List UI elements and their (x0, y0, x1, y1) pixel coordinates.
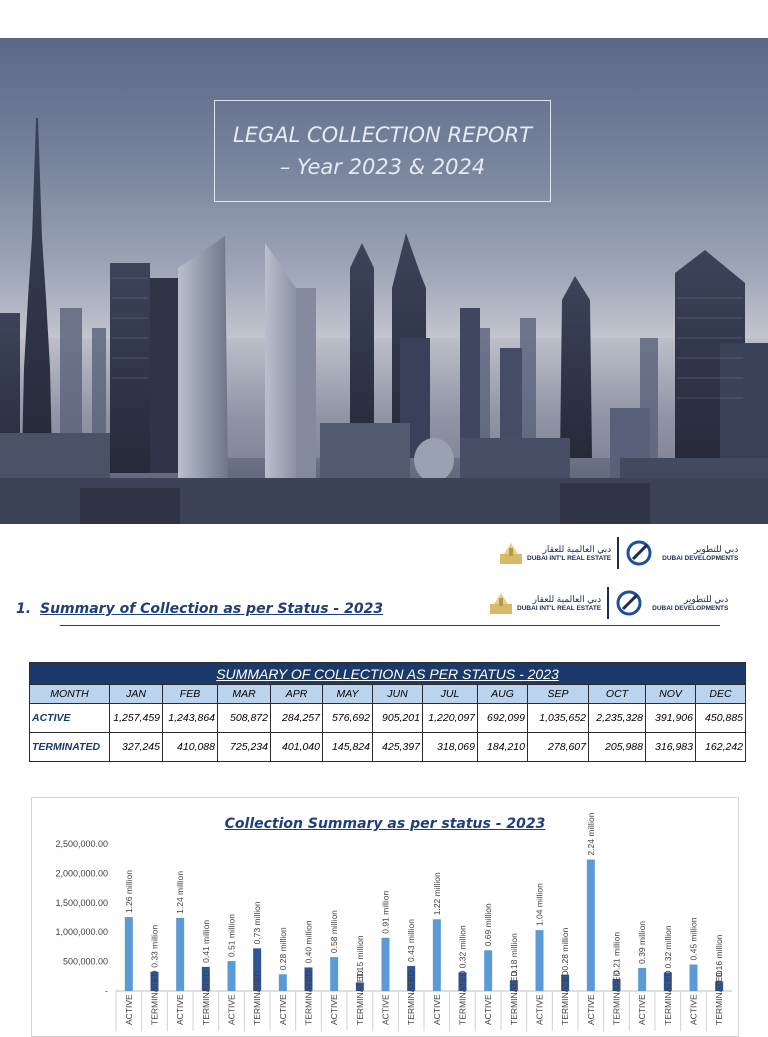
bar-data-label: 2.24 million (585, 812, 596, 856)
month-header-jun: JUN (373, 685, 423, 704)
x-tick-label: TERMINATED (508, 970, 519, 1025)
x-tick-label: ACTIVE (637, 994, 648, 1025)
bar-active (433, 919, 441, 991)
month-header-feb: FEB (163, 685, 218, 704)
x-tick-label: ACTIVE (277, 994, 288, 1025)
x-tick-label: ACTIVE (123, 994, 134, 1025)
table-header-row (30, 685, 746, 704)
table-cell: 1,257,459 (110, 704, 163, 733)
table-row (30, 733, 746, 762)
table-cell: 725,234 (218, 733, 271, 762)
x-tick-label: ACTIVE (329, 994, 340, 1025)
y-tick-label: 1,000,000.00 (55, 927, 108, 938)
table-cell: 576,692 (323, 704, 373, 733)
logo-separator (617, 537, 619, 569)
table-cell: 318,069 (423, 733, 478, 762)
bar-active (587, 860, 595, 991)
x-tick-label: TERMINATED (457, 970, 468, 1025)
x-tick-label: ACTIVE (431, 994, 442, 1025)
month-header-may: MAY (323, 685, 373, 704)
month-header-sep: SEP (528, 685, 589, 704)
bar-data-label: 1.26 million (123, 870, 134, 914)
bar-data-label: 0.21 million (611, 931, 622, 975)
table-cell: 391,906 (646, 704, 696, 733)
bar-active (330, 957, 338, 991)
right-logo-text (652, 594, 728, 613)
bar-data-label: 0.58 million (329, 910, 340, 954)
cover-title-box (214, 100, 551, 202)
bar-active (484, 950, 492, 991)
table-cell: 410,088 (163, 733, 218, 762)
table-cell: 284,257 (271, 704, 323, 733)
bar-data-label: 0.28 million (277, 927, 288, 971)
chart-plot (32, 798, 738, 1036)
bar-data-label: 0.39 million (637, 920, 648, 964)
right-logo-english: DUBAI DEVELOPMENTS (662, 554, 739, 562)
chart-title: Collection Summary as per status - 2023 (224, 816, 546, 832)
bar-data-label: 0.28 million (560, 927, 571, 971)
x-tick-label: ACTIVE (175, 994, 186, 1025)
table-title-row (30, 663, 746, 685)
table-cell: 316,983 (646, 733, 696, 762)
y-tick-label: 500,000.00 (62, 956, 108, 967)
x-tick-label: TERMINATED (611, 970, 622, 1025)
bar-data-label: 0.32 million (457, 925, 468, 969)
heading-rule (60, 625, 720, 626)
dubai-developments-logo-icon (615, 589, 649, 617)
table-cell: 162,242 (696, 733, 746, 762)
bar-data-label: 0.18 million (508, 933, 519, 977)
bar-data-label: 0.69 million (483, 903, 494, 947)
bar-active (690, 964, 698, 991)
row-label-active: ACTIVE (30, 704, 110, 733)
table-cell: 905,201 (373, 704, 423, 733)
x-tick-label: TERMINATED (560, 970, 571, 1025)
month-header-jan: JAN (110, 685, 163, 704)
table-cell: 145,824 (323, 733, 373, 762)
company-logos-top (498, 533, 738, 573)
row-label-terminated: TERMINATED (30, 733, 110, 762)
x-tick-label: ACTIVE (483, 994, 494, 1025)
x-tick-label: TERMINATED (149, 970, 160, 1025)
month-header-mar: MAR (218, 685, 271, 704)
x-tick-label: TERMINATED (252, 970, 263, 1025)
right-logo-english: DUBAI DEVELOPMENTS (652, 604, 729, 612)
bar-active (382, 938, 390, 991)
bar-active (638, 968, 646, 991)
bar-data-label: 0.40 million (303, 920, 314, 964)
table-cell: 278,607 (528, 733, 589, 762)
cover-title-line-2: – Year 2023 & 2024 (279, 155, 486, 179)
x-tick-label: TERMINATED (406, 970, 417, 1025)
table-cell: 450,885 (696, 704, 746, 733)
x-tick-label: ACTIVE (585, 994, 596, 1025)
x-tick-label: ACTIVE (688, 994, 699, 1025)
bar-data-label: 0.41 million (200, 919, 211, 963)
x-tick-label: TERMINATED (714, 970, 725, 1025)
table-cell: 1,220,097 (423, 704, 478, 733)
month-header-oct: OCT (589, 685, 646, 704)
bar-active (279, 974, 287, 991)
right-logo-arabic: دبي للتطوير (693, 543, 739, 554)
table-cell: 692,099 (478, 704, 528, 733)
dubai-intl-real-estate-logo-icon (488, 590, 514, 616)
right-logo-text (662, 544, 738, 563)
left-logo-english: DUBAI INT'L REAL ESTATE (527, 554, 612, 562)
bar-active (125, 917, 133, 991)
bar-active (536, 930, 544, 991)
dubai-intl-real-estate-logo-icon (498, 540, 524, 566)
y-tick-label: 2,500,000.00 (55, 839, 108, 849)
left-logo-english: DUBAI INT'L REAL ESTATE (517, 604, 602, 612)
y-tick-label: 2,000,000.00 (55, 868, 108, 879)
table-cell: 2,235,328 (589, 704, 646, 733)
summary-table (29, 662, 746, 762)
bar-data-label: 0.51 million (226, 914, 237, 958)
cover-image (0, 38, 768, 524)
table-cell: 508,872 (218, 704, 271, 733)
x-tick-label: ACTIVE (380, 994, 391, 1025)
bar-data-label: 0.32 million (662, 925, 673, 969)
table-row (30, 704, 746, 733)
bar-data-label: 0.33 million (149, 924, 160, 968)
month-header: MONTH (30, 685, 110, 704)
x-tick-label: ACTIVE (534, 994, 545, 1025)
month-header-nov: NOV (646, 685, 696, 704)
left-logo-arabic: دبي العالمية للعقار (542, 543, 612, 554)
bar-data-label: 0.91 million (380, 890, 391, 934)
bar-active (176, 918, 184, 991)
month-header-jul: JUL (423, 685, 478, 704)
bar-data-label: 0.73 million (252, 901, 263, 945)
bar-data-label: 0.45 million (688, 917, 699, 961)
month-header-apr: APR (271, 685, 323, 704)
table-cell: 401,040 (271, 733, 323, 762)
left-logo-arabic: دبي العالمية للعقار (532, 593, 602, 604)
table-cell: 425,397 (373, 733, 423, 762)
x-tick-label: TERMINATED (662, 970, 673, 1025)
collection-chart (31, 797, 739, 1037)
y-tick-label: 1,500,000.00 (55, 897, 108, 908)
table-cell: 1,243,864 (163, 704, 218, 733)
bar-data-label: 0.43 million (406, 918, 417, 962)
bar-data-label: 1.22 million (431, 872, 442, 916)
x-tick-label: TERMINATED (303, 970, 314, 1025)
bar-data-label: 1.24 million (175, 870, 186, 914)
bar-data-label: 0.15 million (354, 935, 365, 979)
table-title: SUMMARY OF COLLECTION AS PER STATUS - 2023 (30, 663, 746, 685)
left-logo-text (517, 594, 601, 613)
bar-active (228, 961, 236, 991)
x-tick-label: TERMINATED (354, 970, 365, 1025)
table-cell: 184,210 (478, 733, 528, 762)
company-logos-second (488, 583, 728, 623)
bar-data-label: 0.16 million (714, 934, 725, 978)
cover-title-line-1: LEGAL COLLECTION REPORT (233, 123, 532, 147)
section-title: Summary of Collection as per Status - 2023 (40, 601, 384, 617)
table-cell: 205,988 (589, 733, 646, 762)
dubai-developments-logo-icon (625, 539, 659, 567)
x-tick-label: TERMINATED (200, 970, 211, 1025)
x-tick-label: ACTIVE (226, 994, 237, 1025)
section-heading (16, 601, 383, 617)
section-number: 1. (16, 601, 32, 617)
table-cell: 1,035,652 (528, 704, 589, 733)
table-cell: 327,245 (110, 733, 163, 762)
month-header-aug: AUG (478, 685, 528, 704)
right-logo-arabic: دبي للتطوير (683, 593, 729, 604)
month-header-dec: DEC (696, 685, 746, 704)
logo-separator (607, 587, 609, 619)
y-tick-label: - (105, 986, 108, 996)
bar-data-label: 1.04 million (534, 883, 545, 927)
left-logo-text (527, 544, 611, 563)
